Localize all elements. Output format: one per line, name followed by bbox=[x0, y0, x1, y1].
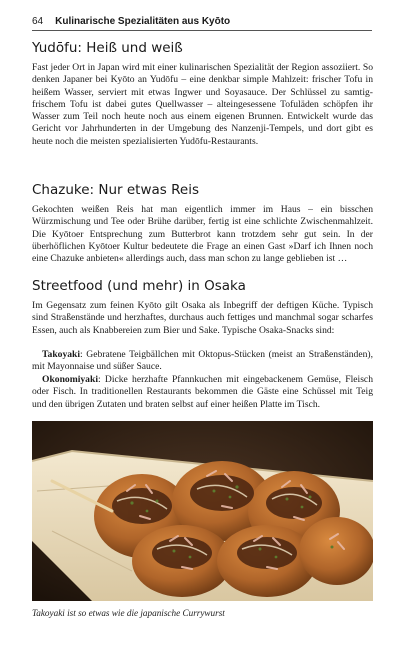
list-item-takoyaki bbox=[32, 349, 373, 374]
running-header bbox=[32, 16, 372, 31]
term-takoyaki: Takoyaki bbox=[42, 349, 81, 360]
takoyaki-photo bbox=[32, 421, 373, 601]
text-okonomiyaki: : Dicke herzhafte Pfannkuchen mit eingebackenem Gemüse, Fleisch oder Fisch. In traditionellen Restaurants bekommen die Gäste eine Schüssel mit Teig und den übrigen Zutaten und braten selbst auf einer heißen Platte im Tisch. bbox=[32, 374, 373, 410]
section-heading-yudofu: Yudōfu: Heiß und weiß bbox=[32, 40, 183, 56]
paragraph-chazuke: Gekochten weißen Reis hat man eigentlich immer im Haus – ein bisschen Würzmischung und Tee oder Brühe darüber, fertig ist eine schlichte Zwischenmahlzeit. Die Kyōtoer Entsprechung zum Butterbrot kann trotzdem sehr gut sein. In der überhöflichen Kyōtoer Kultur bedeutete die Frage an einen Gast »Darf ich Ihnen noch eine Chazuke anbieten« allerdings auch, dass man schon zu lange geblieben ist … bbox=[32, 204, 373, 265]
photo-caption: Takoyaki ist so etwas wie die japanische Currywurst bbox=[32, 608, 225, 618]
paragraph-streetfood: Im Gegensatz zum feinen Kyōto gilt Osaka als Inbegriff der deftigen Küche. Typisch sind Straßenstände und herzhaftes, durchaus auch fettiges und manchmal sogar scharfes Essen, auch als Knabbereien zum Bier und Sake. Typische Osaka-Snacks sind: bbox=[32, 300, 373, 336]
list-item-okonomiyaki bbox=[32, 374, 373, 411]
page-number: 64 bbox=[32, 16, 44, 27]
term-okonomiyaki: Okonomiyaki bbox=[42, 374, 98, 385]
takoyaki-illustration bbox=[32, 421, 373, 601]
section-heading-streetfood: Streetfood (und mehr) in Osaka bbox=[32, 278, 246, 294]
paragraph-yudofu: Fast jeder Ort in Japan wird mit einer kulinarischen Spezialität der Region assoziiert. So denken Japaner bei Kyōto an Yudōfu – eine denkbar simple Mahlzeit: frischer Tofu in heißem Wasser, serviert mit etwas Ingwer und Soyasauce. Der Schlüssel zu samtig-frischem Tofu ist dabei gutes Quellwasser – alteingesessene Tofuläden schöpfen ihr Wasser zum Teil noch heute noch aus einem eigenen Brunnen. Entwickelt wurde das Gericht vor Jahrhunderten in der Umgebung des Nanzenji-Tempels, und dort gibt es heute noch die meisten spezialisierten Yudōfu-Restaurants. bbox=[32, 62, 373, 147]
section-heading-chazuke: Chazuke: Nur etwas Reis bbox=[32, 182, 199, 198]
running-title: Kulinarische Spezialitäten aus Kyōto bbox=[55, 16, 231, 27]
text-takoyaki: : Gebratene Teigbällchen mit Oktopus-Stücken (meist an Straßenständen), mit Mayonnaise und süßer Sauce. bbox=[32, 349, 373, 373]
